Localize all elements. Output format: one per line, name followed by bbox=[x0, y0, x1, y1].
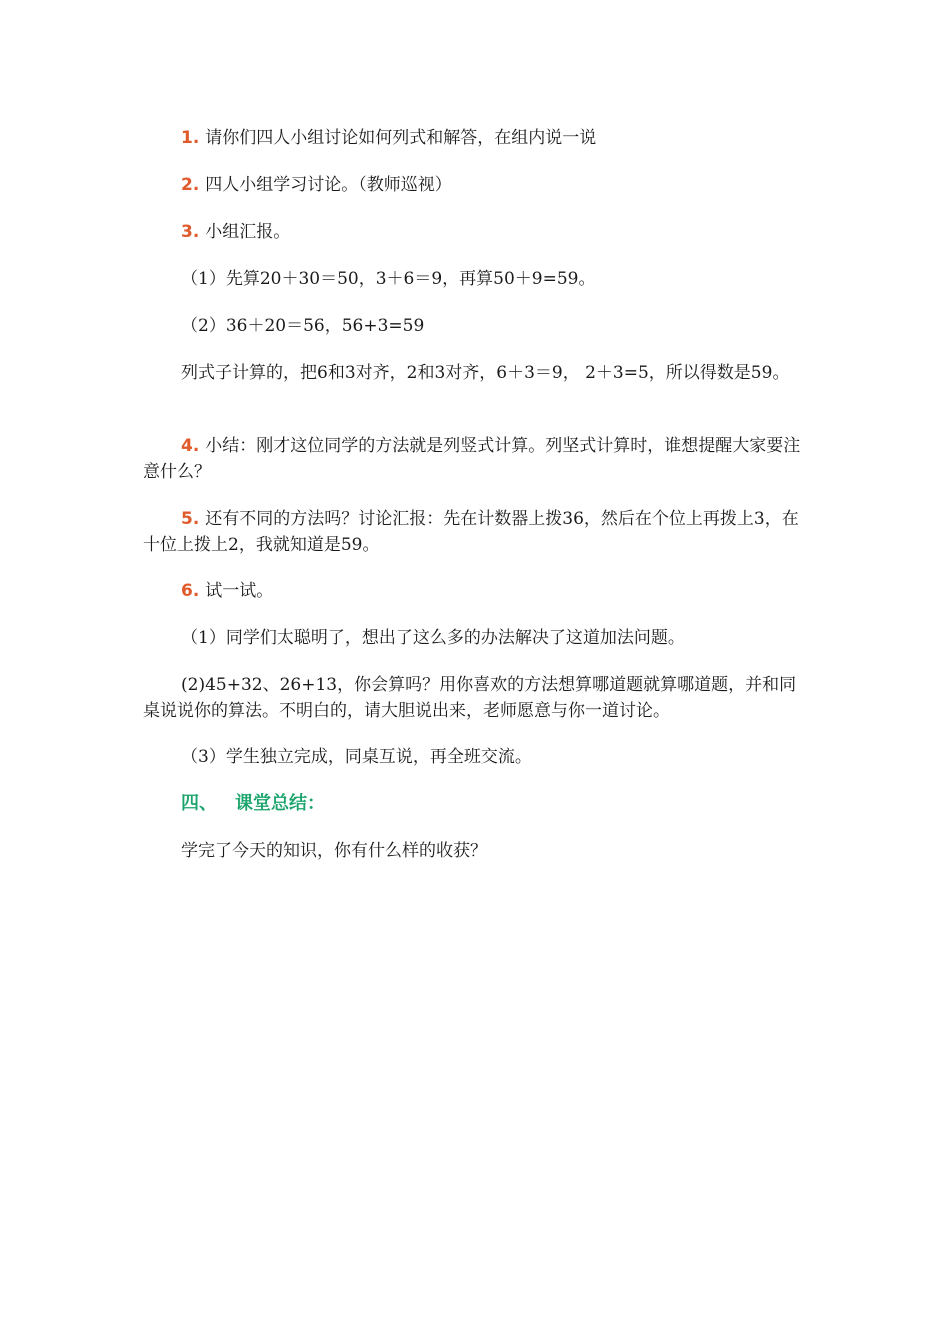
section-number: 四、 bbox=[181, 793, 217, 814]
report-step-2: （2）36＋20＝56，56+3=59 bbox=[181, 316, 425, 336]
item-5 bbox=[143, 506, 813, 558]
item-text: 四人小组学习讨论。（教师巡视） bbox=[205, 175, 452, 195]
section-title: 课堂总结： bbox=[235, 793, 325, 814]
item-text: 还有不同的方法吗？讨论汇报：先在计数器上拨36，然后在个位上再拨上3，在十位上拨上2，我就知道是59。 bbox=[143, 509, 799, 555]
item-3 bbox=[181, 218, 851, 246]
try-step-1: （1）同学们太聪明了，想出了这么多的办法解决了这道加法问题。 bbox=[181, 628, 685, 648]
item-number: 4. bbox=[181, 436, 200, 456]
item-6 bbox=[181, 577, 851, 605]
item-text: 小结：刚才这位同学的方法就是列竖式计算。列坚式计算时，谁想提醒大家要注意什么？ bbox=[143, 436, 801, 482]
try-step-2: (2)45+32、26+13，你会算吗？用你喜欢的方法想算哪道题就算哪道题，并和同桌说说你的算法。不明白的，请大胆说出来，老师愿意与你一道讨论。 bbox=[143, 675, 797, 721]
item-2 bbox=[181, 171, 851, 199]
closing-question: 学完了今天的知识，你有什么样的收获？ bbox=[181, 841, 487, 861]
report-step-1: （1）先算20＋30＝50，3＋6＝9，再算50＋9=59。 bbox=[181, 269, 596, 289]
try-step-3: （3）学生独立完成，同桌互说，再全班交流。 bbox=[181, 747, 532, 767]
item-4 bbox=[143, 433, 813, 485]
item-text: 小组汇报。 bbox=[205, 222, 291, 242]
item-1 bbox=[181, 124, 851, 152]
item-number: 3. bbox=[181, 222, 200, 242]
item-number: 6. bbox=[181, 581, 200, 601]
item-number: 1. bbox=[181, 128, 200, 148]
report-explanation: 列式子计算的，把6和3对齐，2和3对齐，6＋3＝9， 2＋3=5，所以得数是59。 bbox=[181, 363, 790, 383]
item-number: 2. bbox=[181, 175, 200, 195]
item-text: 请你们四人小组讨论如何列式和解答，在组内说一说 bbox=[205, 128, 597, 148]
section-heading bbox=[181, 790, 325, 818]
item-number: 5. bbox=[181, 509, 200, 529]
item-text: 试一试。 bbox=[205, 581, 274, 601]
